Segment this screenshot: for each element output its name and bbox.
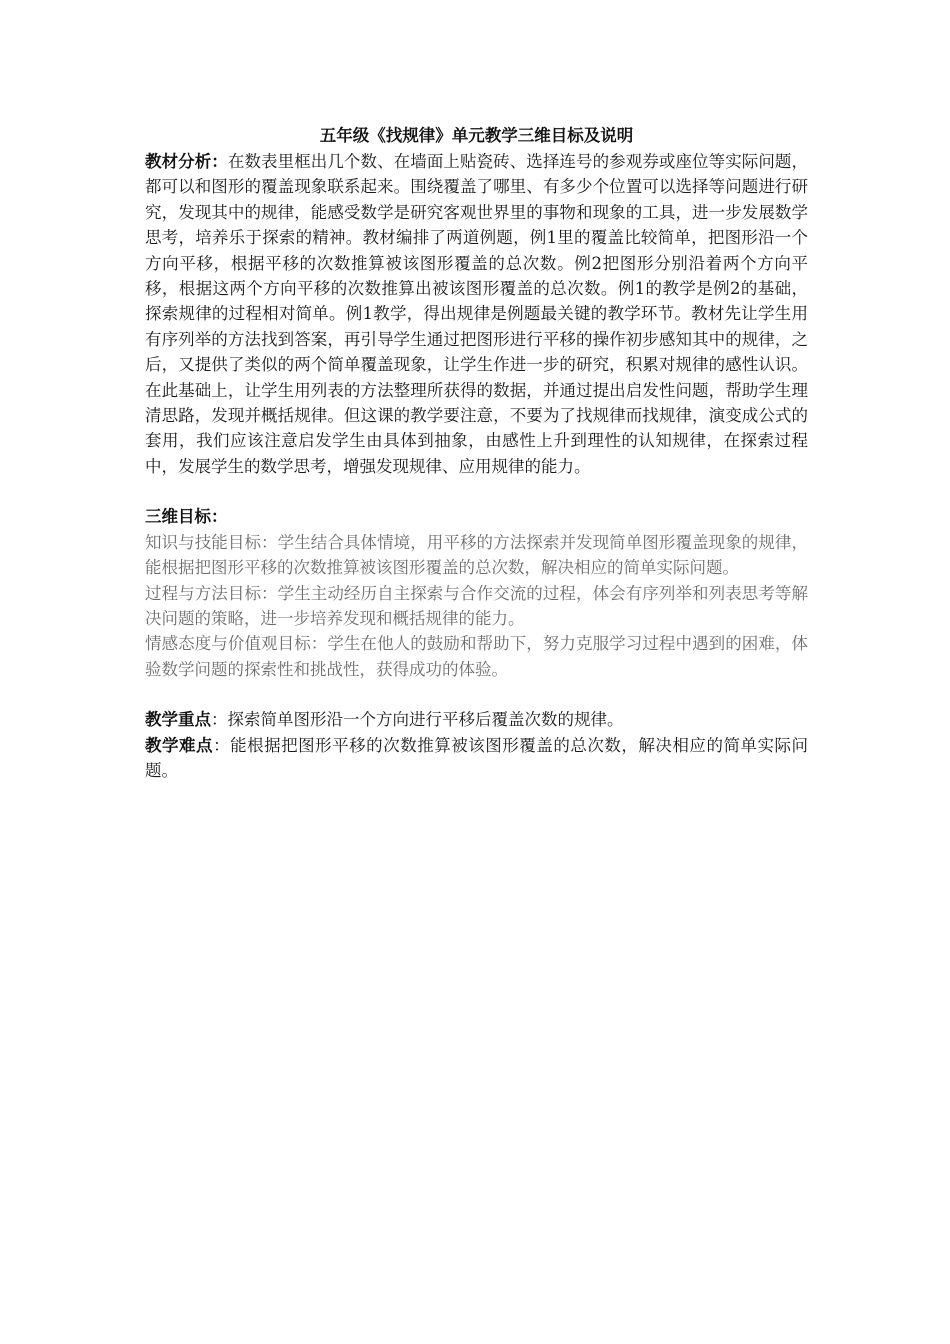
difficulty-paragraph xyxy=(145,733,808,784)
analysis-text: 在数表里框出几个数、在墙面上贴瓷砖、选择连号的参观券或座位等实际问题，都可以和图形的覆盖现象联系起来。围绕覆盖了哪里、有多少个位置可以选择等问题进行研究，发现其中的规律，能感受数学是研究客观世界里的事物和现象的工具，进一步发展数学思考，培养乐于探索的精神。教材编排了两道例题，例1里的覆盖比较简单，把图形沿一个方向平移，根据平移的次数推算被该图形覆盖的总次数。例2把图形分别沿着两个方向平移，根据这两个方向平移的次数推算出被该图形覆盖的总次数。例1的教学是例2的基础，探索规律的过程相对简单。例1教学，得出规律是例题最关键的教学环节。教材先让学生用有序列举的方法找到答案，再引导学生通过把图形进行平移的操作初步感知其中的规律，之后，又提供了类似的两个简单覆盖现象，让学生作进一步的研究，积累对规律的感性认识。在此基础上，让学生用列表的方法整理所获得的数据，并通过提出启发性问题，帮助学生理清思路，发现并概括规律。但这课的教学要注意，不要为了找规律而找规律，演变成公式的套用，我们应该注意启发学生由具体到抽象，由感性上升到理性的认知规律，在探索过程中，发展学生的数学思考，增强发现规律、应用规律的能力。 xyxy=(145,152,809,476)
difficulty-colon: ： xyxy=(213,735,231,755)
difficulty-text: 能根据把图形平移的次数推算被该图形覆盖的总次数，解决相应的简单实际问题。 xyxy=(145,735,809,780)
goal-emotion: 情感态度与价值观目标：学生在他人的鼓励和帮助下，努力克服学习过程中遇到的困难，体验数学问题的探索性和挑战性，获得成功的体验。 xyxy=(145,634,808,679)
document-page xyxy=(145,122,808,783)
focus-paragraph xyxy=(145,707,808,732)
analysis-label: 教材分析： xyxy=(145,152,228,171)
focus-label: 教学重点 xyxy=(145,710,211,730)
spacer xyxy=(145,682,808,707)
goals-heading: 三维目标： xyxy=(145,507,228,527)
difficulty-label: 教学难点 xyxy=(145,735,214,755)
goal-process: 过程与方法目标：学生主动经历自主探索与合作交流的过程，体会有序列举和列表思考等解决问题的策略，进一步培养发现和概括规律的能力。 xyxy=(145,583,808,628)
spacer xyxy=(145,479,808,504)
goal-knowledge: 知识与技能目标：学生结合具体情境，用平移的方法探索并发现简单图形覆盖现象的规律，能根据把图形平移的次数推算被该图形覆盖的总次数，解决相应的简单实际问题。 xyxy=(145,532,808,578)
focus-text: 探索简单图形沿一个方向进行平移后覆盖次数的规律。 xyxy=(227,710,624,730)
document-title: 五年级《找规律》单元教学三维目标及说明 xyxy=(319,126,634,145)
focus-colon: ： xyxy=(211,710,228,730)
analysis-paragraph xyxy=(145,149,808,479)
